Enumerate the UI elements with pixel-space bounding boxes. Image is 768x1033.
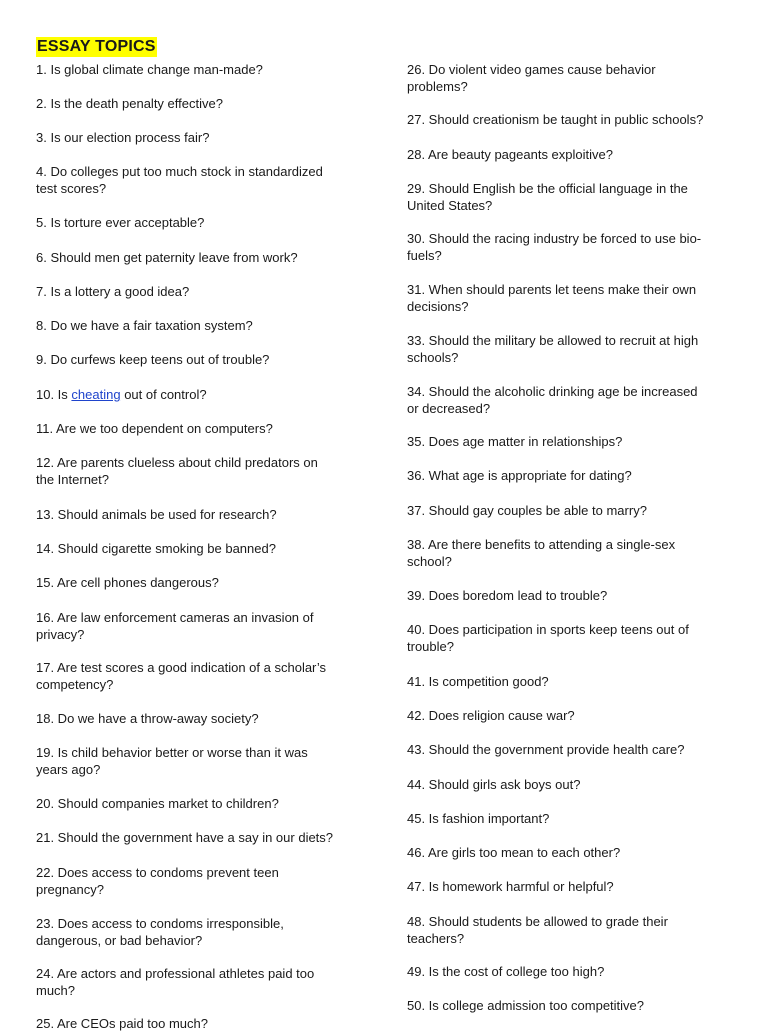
list-item: 4. Do colleges put too much stock in standardized test scores?	[36, 164, 323, 196]
list-item: 19. Is child behavior better or worse than it was years ago?	[36, 745, 308, 777]
list-item: 35. Does age matter in relationships?	[407, 434, 623, 449]
list-item: 26. Do violent video games cause behavior problems?	[407, 62, 656, 94]
list-item: 37. Should gay couples be able to marry?	[407, 503, 647, 518]
item-text-before: 10. Is	[36, 387, 72, 402]
list-item: 43. Should the government provide health care?	[407, 742, 685, 757]
list-item: 14. Should cigarette smoking be banned?	[36, 541, 276, 556]
list-item: 31. When should parents let teens make their own decisions?	[407, 282, 697, 314]
list-item: 38. Are there benefits to attending a single-sex school?	[407, 537, 676, 569]
list-item: 30. Should the racing industry be forced to use bio- fuels?	[407, 231, 702, 263]
list-item: 2. Is the death penalty effective?	[36, 96, 223, 111]
list-item: 12. Are parents clueless about child predators on the Internet?	[36, 455, 318, 487]
list-item: 34. Should the alcoholic drinking age be increased or decreased?	[407, 384, 698, 416]
list-item: 11. Are we too dependent on computers?	[36, 421, 273, 436]
list-item: 22. Does access to condoms prevent teen pregnancy?	[36, 865, 279, 897]
list-item: 7. Is a lottery a good idea?	[36, 284, 190, 299]
list-item: 49. Is the cost of college too high?	[407, 964, 605, 979]
list-item: 33. Should the military be allowed to recruit at high schools?	[407, 333, 699, 365]
list-item: 27. Should creationism be taught in public schools?	[407, 112, 704, 127]
list-item: 48. Should students be allowed to grade their teachers?	[407, 914, 668, 946]
list-item: 20. Should companies market to children?	[36, 796, 279, 811]
list-item: 40. Does participation in sports keep teens out of trouble?	[407, 622, 689, 654]
list-item: 18. Do we have a throw-away society?	[36, 711, 259, 726]
list-item: 28. Are beauty pageants exploitive?	[407, 147, 613, 162]
list-item: 47. Is homework harmful or helpful?	[407, 879, 614, 894]
list-item: 1. Is global climate change man-made?	[36, 62, 263, 77]
list-item: 29. Should English be the official language in the United States?	[407, 181, 688, 213]
list-item: 36. What age is appropriate for dating?	[407, 468, 632, 483]
list-item: 50. Is college admission too competitive?	[407, 998, 645, 1013]
list-item: 3. Is our election process fair?	[36, 130, 210, 145]
list-item: 45. Is fashion important?	[407, 811, 550, 826]
list-item: 46. Are girls too mean to each other?	[407, 845, 621, 860]
list-item: 6. Should men get paternity leave from work?	[36, 250, 298, 265]
list-item: 8. Do we have a fair taxation system?	[36, 318, 253, 333]
list-item: 23. Does access to condoms irresponsible, dangerous, or bad behavior?	[36, 916, 284, 948]
item-text-after: out of control?	[120, 387, 207, 402]
page-title: ESSAY TOPICS	[37, 38, 156, 55]
list-item: 41. Is competition good?	[407, 674, 549, 689]
list-item: 17. Are test scores a good indication of a scholar’s competency?	[36, 660, 327, 692]
list-item: 24. Are actors and professional athletes paid too much?	[36, 966, 315, 998]
list-item: 16. Are law enforcement cameras an invasion of privacy?	[36, 610, 314, 642]
list-item: 15. Are cell phones dangerous?	[36, 575, 219, 590]
cheating-link[interactable]: cheating	[71, 387, 121, 402]
list-item: 21. Should the government have a say in our diets?	[36, 830, 334, 845]
list-item: 9. Do curfews keep teens out of trouble?	[36, 352, 270, 367]
list-item: 39. Does boredom lead to trouble?	[407, 588, 608, 603]
list-item: 13. Should animals be used for research?	[36, 507, 277, 522]
list-item: 5. Is torture ever acceptable?	[36, 215, 205, 230]
list-item: 44. Should girls ask boys out?	[407, 777, 581, 792]
list-item: 25. Are CEOs paid too much?	[36, 1016, 208, 1031]
list-item: 42. Does religion cause war?	[407, 708, 575, 723]
